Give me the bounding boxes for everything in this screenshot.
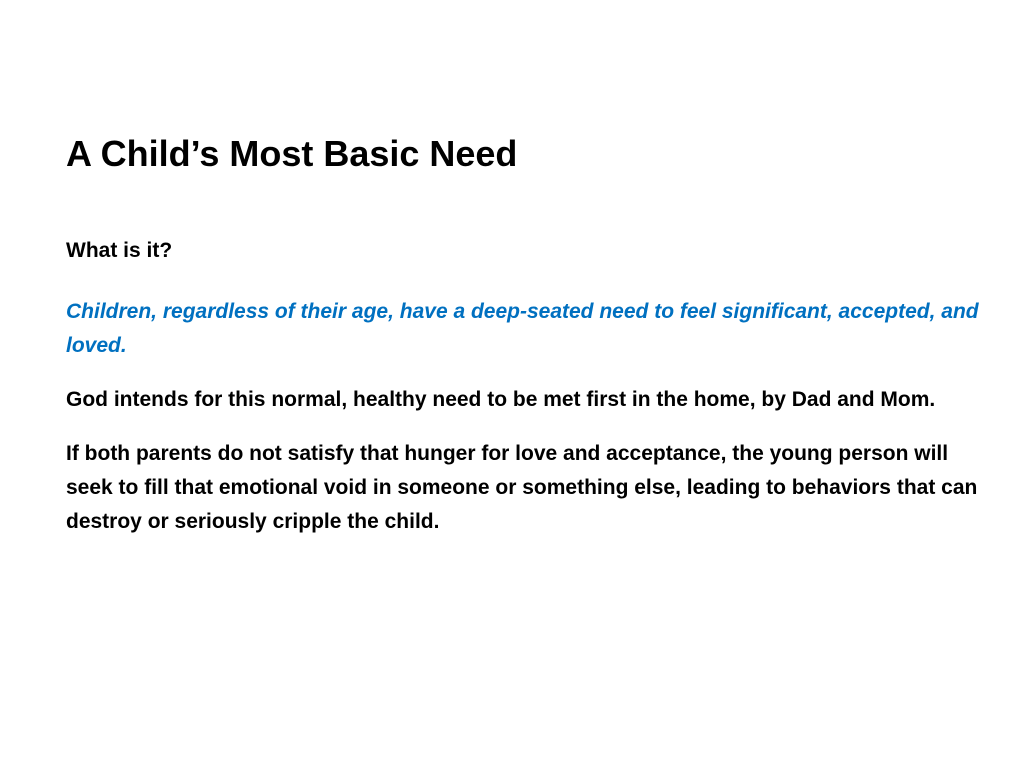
highlighted-statement: Children, regardless of their age, have a deep-seated need to feel significant, accepted, and loved. (66, 300, 979, 357)
slide-title: A Child’s Most Basic Need (66, 133, 518, 174)
question-text: What is it? (66, 239, 173, 262)
slide-body (66, 234, 986, 559)
body-paragraph: If both parents do not satisfy that hunger for love and acceptance, the young person will seek to fill that emotional void in someone or something else, leading to behaviors that can destroy or seriously cripple the child. (66, 442, 978, 533)
body-paragraph: God intends for this normal, healthy need to be met first in the home, by Dad and Mom. (66, 388, 936, 411)
